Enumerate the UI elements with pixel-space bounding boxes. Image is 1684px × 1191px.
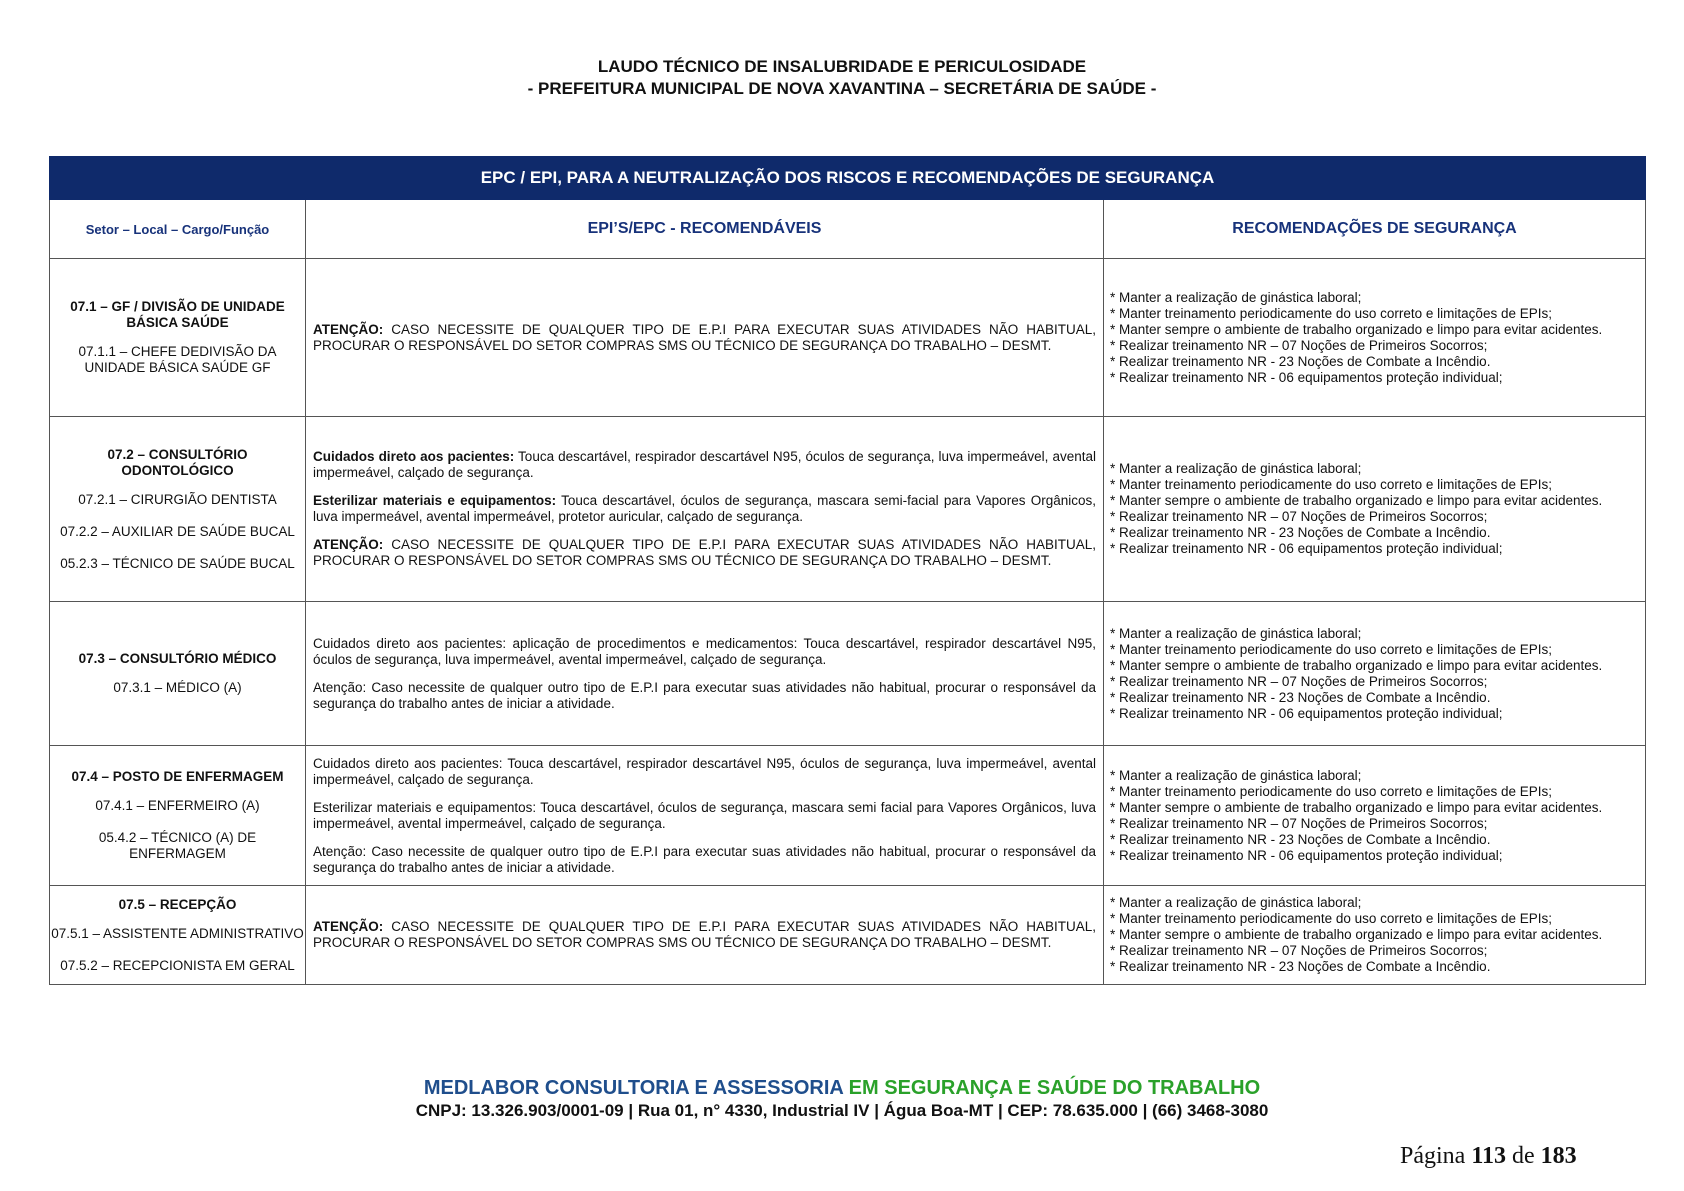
recommendation-item: * Manter a realização de ginástica laboral; [1110, 895, 1362, 910]
recommendations-cell [1104, 746, 1646, 886]
epi-cell [306, 602, 1104, 746]
role-label: 05.2.3 – TÉCNICO DE SAÚDE BUCAL [60, 555, 295, 571]
footer-address: CNPJ: 13.326.903/0001-09 | Rua 01, n° 4330, Industrial IV | Água Boa-MT | CEP: 78.635.000 | (66) 3468-3080 [415, 1101, 1269, 1120]
recommendations-cell [1104, 602, 1646, 746]
epi-paragraph-text: Touca descartável, óculos de segurança, mascara semi-facial para Vapores Orgânicos, luva impermeável, avental impermeável, protetor auricular, calçado de segurança. [313, 493, 1096, 524]
epi-paragraph [313, 756, 1096, 788]
role-label: 07.5.1 – ASSISTENTE ADMINISTRATIVO [51, 925, 304, 941]
recommendation-item: * Manter sempre o ambiente de trabalho organizado e limpo para evitar acidentes. [1110, 927, 1603, 942]
sector-cell [50, 417, 306, 602]
epi-paragraph-text: CASO NECESSITE DE QUALQUER TIPO DE E.P.I PARA EXECUTAR SUAS ATIVIDADES NÃO HABITUAL, PROCURAR O RESPONSÁVEL DO SETOR COMPRAS SMS OU TÉCNICO DE SEGURANÇA DO TRABALHO – DESMT. [313, 919, 1096, 950]
role-label: 07.2.2 – AUXILIAR DE SAÚDE BUCAL [60, 523, 295, 539]
epi-paragraph-text: Atenção: Caso necessite de qualquer outro tipo de E.P.I para executar suas atividades não habitual, procurar o responsável da segurança do trabalho antes de iniciar a atividade. [313, 843, 1096, 875]
recommendation-item: * Manter treinamento periodicamente do uso correto e limitações de EPIs; [1110, 641, 1552, 657]
table-row [50, 259, 1646, 417]
recommendation-item: * Realizar treinamento NR – 07 Noções de Primeiros Socorros; [1110, 943, 1488, 958]
epi-paragraph [313, 800, 1096, 832]
document-header [0, 56, 1684, 100]
footer-company [0, 1077, 1684, 1100]
epi-cell [306, 417, 1104, 602]
epi-paragraph [313, 537, 1096, 569]
header-subtitle: - PREFEITURA MUNICIPAL DE NOVA XAVANTINA – SECRETÁRIA DE SAÚDE - [527, 79, 1157, 98]
epi-paragraph-lead: ATENÇÃO: [313, 321, 384, 337]
recommendation-item: * Manter treinamento periodicamente do uso correto e limitações de EPIs; [1110, 477, 1552, 492]
page-number [1400, 1143, 1577, 1170]
recommendation-item: * Manter sempre o ambiente de trabalho organizado e limpo para evitar acidentes. [1110, 799, 1603, 815]
epi-cell [306, 259, 1104, 417]
epi-paragraph-lead: Esterilizar materiais e equipamentos: [313, 493, 557, 508]
column-header-epi: EPI’S/EPC - RECOMENDÁVEIS [306, 200, 1104, 259]
epi-paragraph [313, 919, 1096, 951]
epi-recommendations-table [49, 156, 1646, 985]
page-total: 183 [1540, 1143, 1577, 1169]
recommendation-item: * Realizar treinamento NR - 06 equipamentos proteção individual; [1110, 541, 1503, 556]
recommendation-item: * Realizar treinamento NR - 23 Noções de Combate a Incêndio. [1110, 353, 1491, 369]
recommendation-item: * Realizar treinamento NR - 06 equipamentos proteção individual; [1110, 847, 1503, 863]
recommendation-item: * Realizar treinamento NR - 06 equipamentos proteção individual; [1110, 705, 1503, 721]
recommendation-item: * Manter sempre o ambiente de trabalho organizado e limpo para evitar acidentes. [1110, 493, 1603, 508]
column-header-recommendations: RECOMENDAÇÕES DE SEGURANÇA [1104, 200, 1646, 259]
sector-cell [50, 746, 306, 886]
table-row [50, 417, 1646, 602]
epi-paragraph [313, 493, 1096, 525]
recommendations-cell [1104, 417, 1646, 602]
recommendation-item: * Manter a realização de ginástica laboral; [1110, 625, 1362, 641]
epi-paragraph-text: Esterilizar materiais e equipamentos: Touca descartável, óculos de segurança, mascara semi facial para Vapores Orgânicos, luva impermeável, avental impermeável, calçado de segurança. [313, 799, 1096, 831]
epi-cell [306, 746, 1104, 886]
role-label: 07.1.1 – CHEFE DEDIVISÃO DA UNIDADE BÁSICA SAÚDE GF [78, 344, 277, 375]
table-title: EPC / EPI, PARA A NEUTRALIZAÇÃO DOS RISCOS E RECOMENDAÇÕES DE SEGURANÇA [50, 157, 1646, 200]
epi-paragraph-text: Cuidados direto aos pacientes: aplicação de procedimentos e medicamentos: Touca descartável, respirador descartável N95, óculos de segurança, luva impermeável, avental impermeável, calçado de segurança. [313, 635, 1096, 667]
epi-paragraph [313, 680, 1096, 712]
recommendation-item: * Realizar treinamento NR - 23 Noções de Combate a Incêndio. [1110, 689, 1491, 705]
recommendation-item: * Realizar treinamento NR – 07 Noções de Primeiros Socorros; [1110, 509, 1488, 524]
header-title: LAUDO TÉCNICO DE INSALUBRIDADE E PERICULOSIDADE [597, 57, 1087, 76]
page-current: 113 [1471, 1143, 1507, 1169]
epi-cell [306, 886, 1104, 985]
table-body [50, 259, 1646, 985]
epi-paragraph-lead: Cuidados direto aos pacientes: [313, 449, 515, 464]
sector-title: 07.1 – GF / DIVISÃO DE UNIDADE BÁSICA SAÚDE [70, 299, 285, 330]
sector-title: 07.2 – CONSULTÓRIO ODONTOLÓGICO [107, 446, 248, 478]
role-label: 07.5.2 – RECEPCIONISTA EM GERAL [60, 957, 295, 973]
epi-paragraph-text: Touca descartável, respirador descartável N95, óculos de segurança, luva impermeável, avental impermeável, calçado de segurança. [313, 449, 1096, 480]
role-label: 07.3.1 – MÉDICO (A) [113, 680, 242, 695]
epi-paragraph-text: Atenção: Caso necessite de qualquer outro tipo de E.P.I para executar suas atividades não habitual, procurar o responsável da segurança do trabalho antes de iniciar a atividade. [313, 679, 1096, 711]
sector-cell [50, 259, 306, 417]
epi-paragraph-text: Cuidados direto aos pacientes: Touca descartável, respirador descartável N95, óculos de segurança, luva impermeável, avental impermeável, calçado de segurança. [313, 755, 1096, 787]
sector-cell [50, 602, 306, 746]
page-label: Página [1400, 1143, 1466, 1169]
role-label: 05.4.2 – TÉCNICO (A) DE ENFERMAGEM [98, 830, 257, 861]
column-header-sector: Setor – Local – Cargo/Função [50, 200, 306, 259]
sector-title: 07.4 – POSTO DE ENFERMAGEM [71, 769, 284, 784]
sector-title: 07.5 – RECEPÇÃO [118, 896, 237, 912]
recommendation-item: * Manter sempre o ambiente de trabalho organizado e limpo para evitar acidentes. [1110, 321, 1603, 337]
recommendation-item: * Realizar treinamento NR - 23 Noções de Combate a Incêndio. [1110, 831, 1491, 847]
epi-paragraph-lead: ATENÇÃO: [313, 919, 384, 934]
sector-cell [50, 886, 306, 985]
recommendation-item: * Manter a realização de ginástica laboral; [1110, 461, 1362, 476]
epi-paragraph-text: CASO NECESSITE DE QUALQUER TIPO DE E.P.I PARA EXECUTAR SUAS ATIVIDADES NÃO HABITUAL, PROCURAR O RESPONSÁVEL DO SETOR COMPRAS SMS OU TÉCNICO DE SEGURANÇA DO TRABALHO – DESMT. [313, 537, 1096, 568]
page-sep: de [1512, 1143, 1535, 1169]
recommendation-item: * Manter treinamento periodicamente do uso correto e limitações de EPIs; [1110, 305, 1552, 321]
role-label: 07.2.1 – CIRURGIÃO DENTISTA [78, 491, 277, 507]
table-row [50, 886, 1646, 985]
recommendation-item: * Manter sempre o ambiente de trabalho organizado e limpo para evitar acidentes. [1110, 657, 1603, 673]
epi-paragraph-lead: ATENÇÃO: [313, 537, 384, 552]
sector-title: 07.3 – CONSULTÓRIO MÉDICO [78, 651, 277, 666]
recommendation-item: * Manter a realização de ginástica laboral; [1110, 289, 1362, 305]
recommendations-cell [1104, 259, 1646, 417]
recommendation-item: * Realizar treinamento NR - 23 Noções de Combate a Incêndio. [1110, 525, 1491, 540]
recommendation-item: * Manter treinamento periodicamente do uso correto e limitações de EPIs; [1110, 783, 1552, 799]
recommendation-item: * Manter a realização de ginástica laboral; [1110, 767, 1362, 783]
recommendation-item: * Realizar treinamento NR – 07 Noções de Primeiros Socorros; [1110, 337, 1488, 353]
epi-paragraph [313, 449, 1096, 481]
recommendation-item: * Manter treinamento periodicamente do uso correto e limitações de EPIs; [1110, 911, 1552, 926]
recommendation-item: * Realizar treinamento NR – 07 Noções de Primeiros Socorros; [1110, 815, 1488, 831]
footer-company-tagline: EM SEGURANÇA E SAÚDE DO TRABALHO [843, 1077, 1261, 1099]
recommendation-item: * Realizar treinamento NR – 07 Noções de Primeiros Socorros; [1110, 673, 1488, 689]
epi-paragraph [313, 636, 1096, 668]
recommendation-item: * Realizar treinamento NR - 06 equipamentos proteção individual; [1110, 369, 1503, 385]
epi-paragraph [313, 322, 1096, 354]
table-row [50, 746, 1646, 886]
epi-paragraph [313, 844, 1096, 876]
role-label: 07.4.1 – ENFERMEIRO (A) [95, 798, 260, 813]
table-row [50, 602, 1646, 746]
recommendation-item: * Realizar treinamento NR - 23 Noções de Combate a Incêndio. [1110, 959, 1491, 974]
epi-paragraph-text: CASO NECESSITE DE QUALQUER TIPO DE E.P.I PARA EXECUTAR SUAS ATIVIDADES NÃO HABITUAL, PROCURAR O RESPONSÁVEL DO SETOR COMPRAS SMS OU TÉCNICO DE SEGURANÇA DO TRABALHO – DESMT. [313, 321, 1096, 353]
recommendations-cell [1104, 886, 1646, 985]
footer-company-name: MEDLABOR CONSULTORIA E ASSESSORIA [423, 1077, 844, 1099]
